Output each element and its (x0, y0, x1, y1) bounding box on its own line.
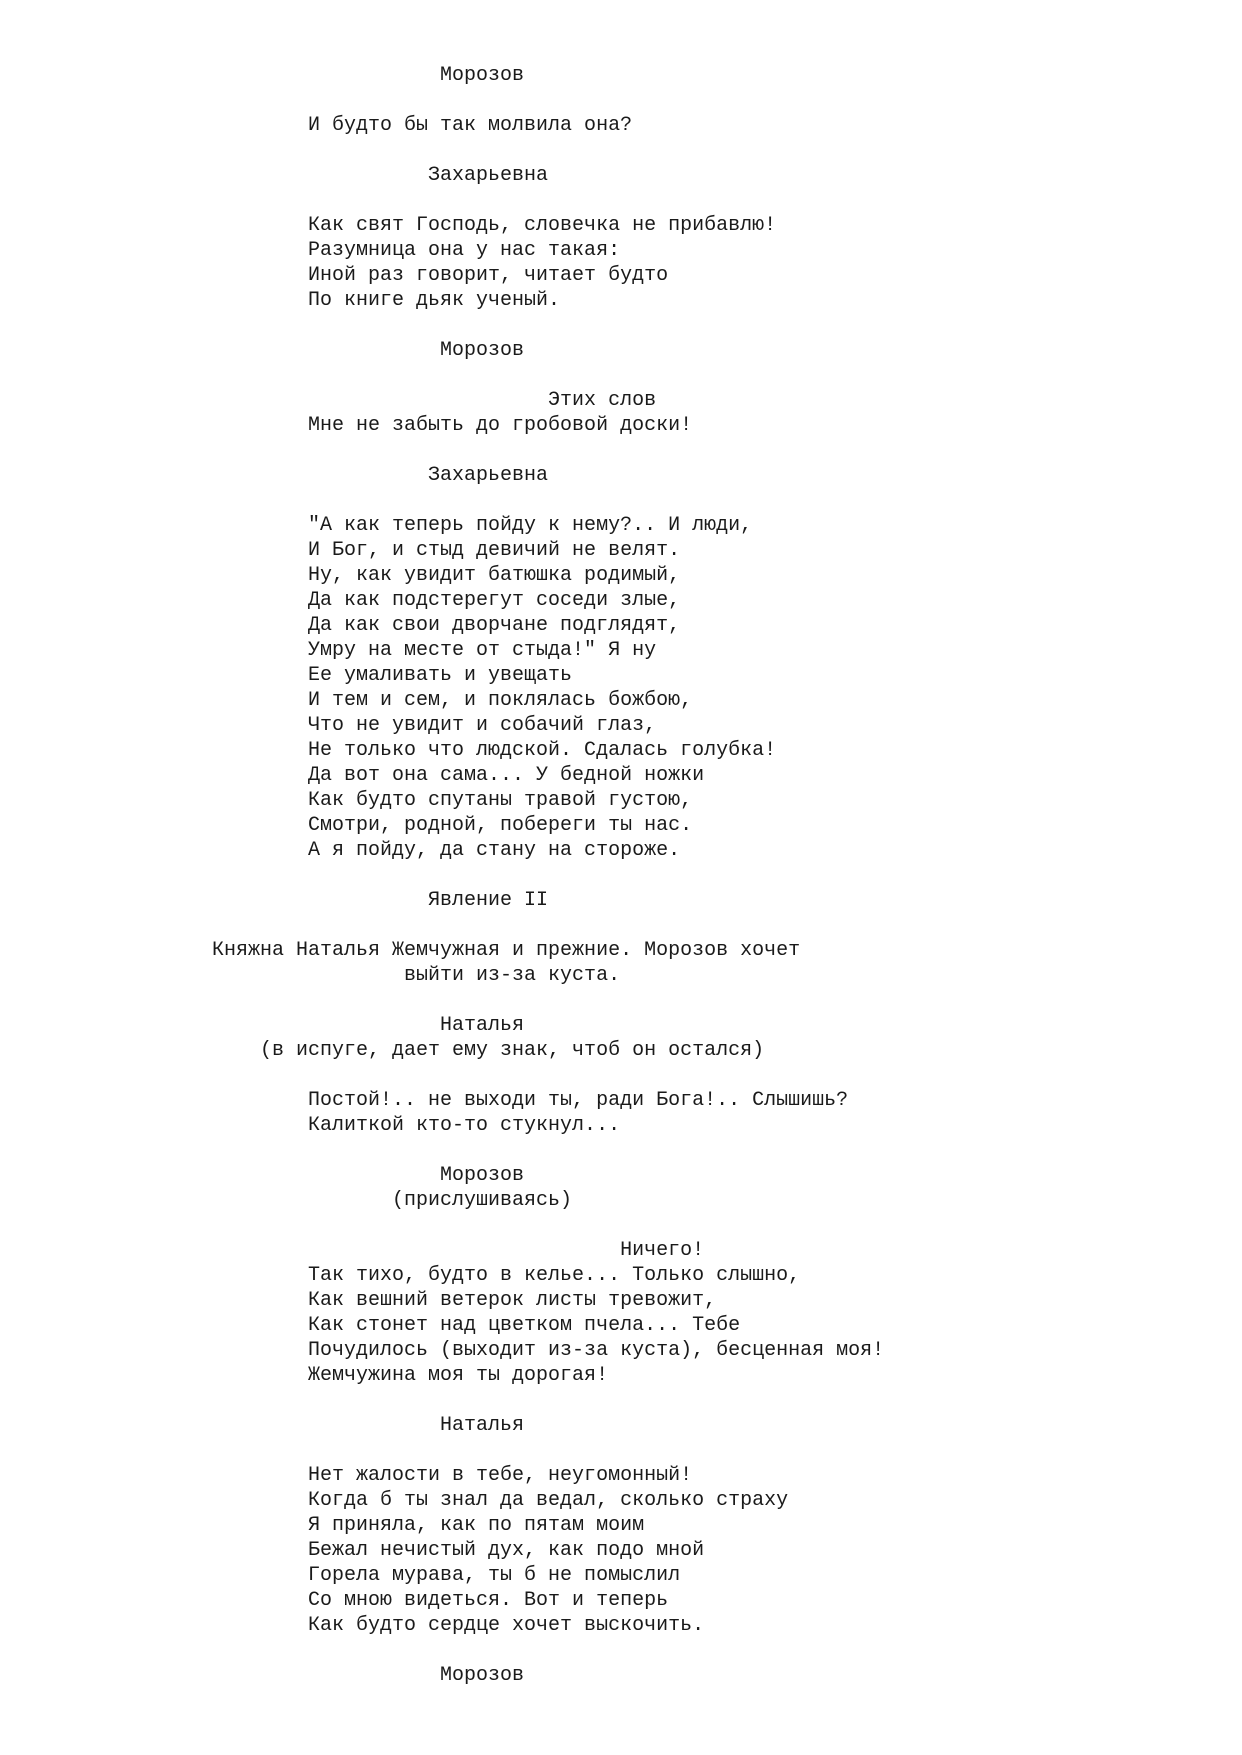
blank-line (212, 363, 884, 388)
text-line: Калиткой кто-то стукнул... (212, 1114, 621, 1137)
text-line: Морозов (212, 64, 525, 87)
blank-line (212, 438, 884, 463)
text-line: Как будто спутаны травой густою, (212, 789, 693, 812)
text-line: Иной раз говорит, читает будто (212, 264, 669, 287)
blank-line (212, 138, 884, 163)
text-line: Княжна Наталья Жемчужная и прежние. Морозов хочет (212, 939, 801, 962)
text-line: Да как подстерегут соседи злые, (212, 589, 681, 612)
text-line: Я приняла, как по пятам моим (212, 1514, 645, 1537)
text-line: Наталья (212, 1414, 525, 1437)
text-line: Да вот она сама... У бедной ножки (212, 764, 705, 787)
blank-line (212, 1388, 884, 1413)
text-line: Ее умаливать и увещать (212, 664, 573, 687)
text-line: По книге дьяк ученый. (212, 289, 561, 312)
blank-line (212, 1438, 884, 1463)
text-line: Умру на месте от стыда!" Я ну (212, 639, 657, 662)
text-line: выйти из-за куста. (212, 964, 621, 987)
text-line: Разумница она у нас такая: (212, 239, 621, 262)
text-line: Горела мурава, ты б не помыслил (212, 1564, 681, 1587)
text-line: А я пойду, да стану на стороже. (212, 839, 681, 862)
blank-line (212, 1638, 884, 1663)
text-line: Мне не забыть до гробовой доски! (212, 414, 693, 437)
blank-line (212, 863, 884, 888)
text-line: Захарьевна (212, 164, 549, 187)
blank-line (212, 1213, 884, 1238)
text-line: Этих слов (212, 389, 657, 412)
text-line: И тем и сем, и поклялась божбою, (212, 689, 693, 712)
text-line: Смотри, родной, побереги ты нас. (212, 814, 693, 837)
blank-line (212, 188, 884, 213)
text-line: Когда б ты знал да ведал, сколько страху (212, 1489, 789, 1512)
text-line: Да как свои дворчане подглядят, (212, 614, 681, 637)
text-line: Не только что людской. Сдалась голубка! (212, 739, 777, 762)
text-line: Морозов (212, 1164, 525, 1187)
blank-line (212, 1063, 884, 1088)
text-line: И будто бы так молвила она? (212, 114, 633, 137)
text-line: Со мною видеться. Вот и теперь (212, 1589, 669, 1612)
blank-line (212, 1138, 884, 1163)
blank-line (212, 488, 884, 513)
text-line: Ну, как увидит батюшка родимый, (212, 564, 681, 587)
blank-line (212, 913, 884, 938)
text-line: Явление II (212, 889, 549, 912)
text-line: Бежал нечистый дух, как подо мной (212, 1539, 705, 1562)
text-line: Как стонет над цветком пчела... Тебе (212, 1314, 741, 1337)
text-line: "А как теперь пойду к нему?.. И люди, (212, 514, 753, 537)
text-line: Ничего! (212, 1239, 705, 1262)
text-line: Захарьевна (212, 464, 549, 487)
text-line: Что не увидит и собачий глаз, (212, 714, 657, 737)
blank-line (212, 988, 884, 1013)
text-line: Нет жалости в тебе, неугомонный! (212, 1464, 693, 1487)
text-line: Морозов (212, 339, 525, 362)
text-line: Жемчужина моя ты дорогая! (212, 1364, 609, 1387)
text-line: (в испуге, дает ему знак, чтоб он остался) (212, 1039, 765, 1062)
play-text (212, 63, 884, 1688)
text-line: (прислушиваясь) (212, 1189, 573, 1212)
text-line: Так тихо, будто в келье... Только слышно, (212, 1264, 801, 1287)
text-line: Как будто сердце хочет выскочить. (212, 1614, 705, 1637)
text-line: И Бог, и стыд девичий не велят. (212, 539, 681, 562)
text-line: Как вешний ветерок листы тревожит, (212, 1289, 717, 1312)
blank-line (212, 88, 884, 113)
text-line: Как свят Господь, словечка не прибавлю! (212, 214, 777, 237)
text-line: Постой!.. не выходи ты, ради Бога!.. Слышишь? (212, 1089, 849, 1112)
text-line: Морозов (212, 1664, 525, 1687)
text-line: Наталья (212, 1014, 525, 1037)
text-line: Почудилось (выходит из-за куста), бесценная моя! (212, 1339, 885, 1362)
blank-line (212, 313, 884, 338)
